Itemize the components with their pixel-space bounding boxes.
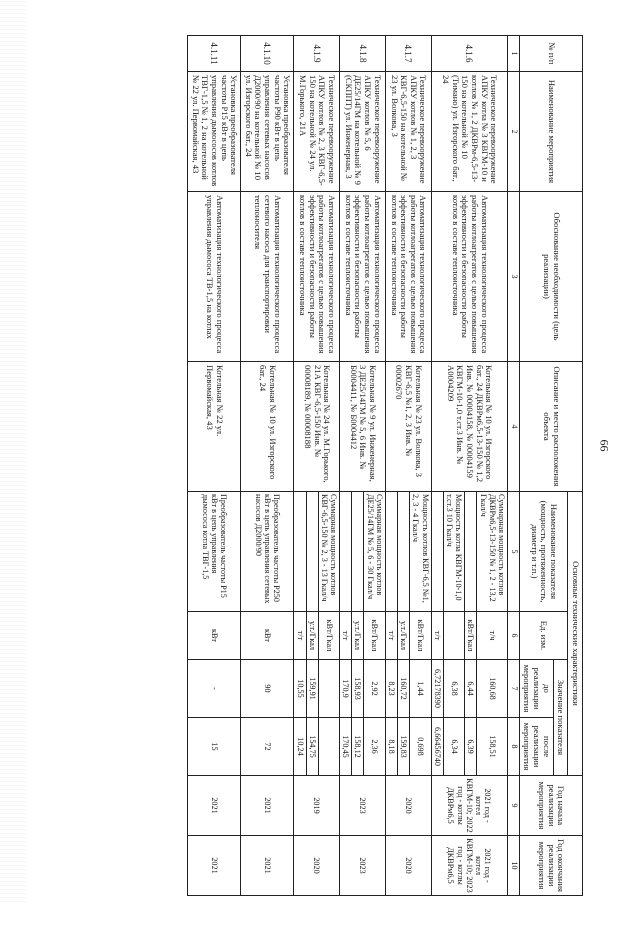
measures-table-rotated [43, 35, 583, 940]
end-year: 2021 [188, 836, 241, 896]
value-before: 1,44 [410, 660, 431, 718]
value-before: 8,23 [385, 660, 397, 718]
param-unit: у.т./Гкал [398, 612, 410, 660]
param-unit: кВт [188, 612, 241, 660]
start-year: 2020 [385, 776, 431, 836]
row-number: 4.1.9 [294, 36, 340, 72]
row-number: 4.1.6 [431, 36, 507, 72]
start-year: 2019 [294, 776, 340, 836]
table-row [364, 36, 385, 896]
param-name: Суммарная мощность котлов КВГ-6,5-150 № 2, 3 - 13 Гкал/ч [318, 492, 339, 612]
param-name: Мощность котлов КВГ-6,5 №1, 2, 3 - 4 Гкал/ч [410, 492, 431, 612]
column-number: 5 [507, 492, 519, 612]
start-year: 2021 [188, 776, 241, 836]
header-c8: после реализации мероприятия [519, 718, 553, 776]
param-name: Мощность котла КВГМ-10-1,0 т.ст.3 10 Гкал/ч [443, 492, 464, 612]
column-number: 3 [507, 192, 519, 362]
table-row [318, 36, 339, 896]
param-unit: т/т [431, 612, 443, 660]
header-c7: до реализации мероприятия [519, 660, 553, 718]
header-c3: Обоснование необходимости (цель реализации) [519, 192, 582, 362]
measure-name: Установка преобразователя частоты Р90 кВт в цепь управления сетевых насосов Д2000/90 на котельной № 10 ул. Изгорского бат., 24 [241, 72, 294, 192]
value-after: 170,45 [340, 718, 352, 776]
value-before: 90 [241, 660, 294, 718]
param-unit: т/т [385, 612, 397, 660]
value-before: - [188, 660, 241, 718]
value-after: 158,51 [477, 718, 508, 776]
param-name [431, 492, 443, 612]
measures-table [187, 35, 583, 896]
column-number: 2 [507, 72, 519, 192]
param-unit: у.т./Гкал [352, 612, 364, 660]
value-after: 6,34 [443, 718, 464, 776]
value-after [318, 718, 339, 776]
value-before: 170,9 [340, 660, 352, 718]
start-year: 2021 год - котел КВГМ-10; 2022 год - котлы ДКВРм6,5 [431, 776, 507, 836]
header-c10: Год окончания реализации мероприятия [519, 836, 582, 896]
measure-name: Техническое перевооружение АПКУ котлов № 2, 3 КВГ-6,5-150 на котельной № 24 ул. М.Горького, 21А [294, 72, 340, 192]
value-after: 8,18 [385, 718, 397, 776]
value-before: 6,44 [465, 660, 477, 718]
end-year: 2020 [294, 836, 340, 896]
param-name [398, 492, 410, 612]
table-body [188, 36, 508, 896]
table-row [410, 36, 431, 896]
value-after: 6,66456740 [431, 718, 443, 776]
value-before [318, 660, 339, 718]
param-unit: кВт/Гкал [410, 612, 431, 660]
object-location: Котельная № 24 ул. М.Горького, 21А КВГ-6,5-150 Инв. № 00008189, № 00008188 [294, 362, 340, 492]
header-c2: Наименование мероприятия [519, 72, 582, 192]
param-name [352, 492, 364, 612]
value-after: 154,75 [306, 718, 318, 776]
measure-name: Техническое перевооружение АПКУ котлов № 1, 2, 3 КВГ-6,5-150 на котельной № 23 ул. Волкова, 3 [385, 72, 431, 192]
object-location: Котельная № 22 ул. Первомайская, 43 [188, 362, 241, 492]
object-location: Котельная № 9 ул. Инженерная, 3 ДЕ25/14ГМ № 5, 6 Инв. № Б0004411, № Б0004412 [340, 362, 386, 492]
value-before: 160,72 [398, 660, 410, 718]
param-name [385, 492, 397, 612]
value-after: 0,698 [410, 718, 431, 776]
row-number: 4.1.7 [385, 36, 431, 72]
param-unit: кВт [241, 612, 294, 660]
value-before: 6,38 [443, 660, 464, 718]
value-before: 160,68 [477, 660, 508, 718]
value-after: 6,39 [465, 718, 477, 776]
table-row [477, 36, 508, 896]
param-unit: т/ч [477, 612, 508, 660]
end-year: 2021 год - котел КВГМ-10; 2023 год - котлы ДКВРм6,5 [431, 836, 507, 896]
param-name [306, 492, 318, 612]
column-number-row [507, 36, 519, 896]
table-row [188, 36, 241, 896]
param-unit: кВт/Гкал [465, 612, 477, 660]
column-number: 1 [507, 36, 519, 72]
param-unit: у.т./Гкал [306, 612, 318, 660]
param-name: Суммарная мощность котлов ДЕ25/14ГМ № 5, 6 - 30 Гкал/ч [364, 492, 385, 612]
param-name [294, 492, 306, 612]
param-unit: т/т [340, 612, 352, 660]
column-number: 8 [507, 718, 519, 776]
value-after: 2,36 [364, 718, 385, 776]
value-after: 72 [241, 718, 294, 776]
header-c4: Описание и место расположения объекта [519, 362, 582, 492]
value-after: 10,24 [294, 718, 306, 776]
param-name: Преобразователь частоты Р15 кВт в цепь управления дымососа котла ТВГ-1,5 [188, 492, 241, 612]
table-row [241, 36, 294, 896]
value-before: 2,92 [364, 660, 385, 718]
object-location: Котельная № 23 ул. Волкова, 3 КВГ-6,5 №1, 2, 3 Инв. № 00002670 [385, 362, 431, 492]
measure-goal: Автоматизация технологического процесса работы котлоагрегатов с целью повышения эффективности и безопасности работы котлов в составе теплоисточника [340, 192, 386, 362]
measure-name: Установка преобразователя частоты Р15 кВт в цепь управления дымососов котлов ТВГ-1,5 № 1, 2 на котельной № 22 ул. Первомайская, 43 [188, 72, 241, 192]
header-c5: Наименование показателя (мощность, протяженность, диаметр и т.п.) [519, 492, 568, 612]
measure-name: Техническое перевооружение АПКУ котла № 3 КВГМ-10 и котлов № 1, 2 ДКВРм-6,5-13-150 на котельной № 10 (Тимано) ул. Изгорского бат., 24 [431, 72, 507, 192]
object-location: Котельная № 10 ул. Изгорского бат., 24 ДКВРм6,5-13-150 № 1,2 Инв. № 00004158, № 00004159 КВГМ-10-1,0 т.ст.3 Инв. № А0004209 [431, 362, 507, 492]
param-name [340, 492, 352, 612]
end-year: 2020 [385, 836, 431, 896]
param-name [465, 492, 477, 612]
param-unit: т/т [294, 612, 306, 660]
column-number: 4 [507, 362, 519, 492]
value-before: 10,55 [294, 660, 306, 718]
measure-goal: Автоматизация технологического процесса работы котлоагрегатов с целью повышения эффективности и безопасности работы котлов в составе теплоисточника [431, 192, 507, 362]
end-year: 2023 [340, 836, 386, 896]
start-year: 2021 [241, 776, 294, 836]
page-number: 66 [597, 439, 612, 452]
value-after: 159,83 [398, 718, 410, 776]
value-before: 159,91 [306, 660, 318, 718]
object-location: Котельная № 10 ул. Изгорского бат., 24 [241, 362, 294, 492]
row-number: 4.1.11 [188, 36, 241, 72]
value-after: 158,12 [352, 718, 364, 776]
row-number: 4.1.10 [241, 36, 294, 72]
header-subgroup: Значение показателя [553, 660, 568, 776]
end-year: 2021 [241, 836, 294, 896]
param-unit: кВт/Гкал [364, 612, 385, 660]
measure-goal: Автоматизация технологического процесса управления дымососа ТВ-1,5 на котлах [188, 192, 241, 362]
measure-name: Техническое перевооружение АПКУ котлов № 5, 6 ДЕ25/14ГМ на котельной № 9 (СКППТ) ул. Инженерная, 3 [340, 72, 386, 192]
header-group: Основные технические характеристики [568, 492, 583, 776]
param-name: Суммарная мощность котлов ДКВРм6,5-13-150 № 1, 2 - 13,2 Гкал/ч [477, 492, 508, 612]
column-number: 10 [507, 836, 519, 896]
param-unit [443, 612, 464, 660]
column-number: 6 [507, 612, 519, 660]
header-c6: Ед. изм. [519, 612, 568, 660]
value-before: 158,93 [352, 660, 364, 718]
header-c1: № п/п [519, 36, 582, 72]
value-after: 15 [188, 718, 241, 776]
param-name: Преобразователь частоты Р250 кВт в цепь управления сетевых насосов Д2000/90 [241, 492, 294, 612]
measure-goal: Автоматизация технологического процесса работы котлоагрегатов с целью повышения эффективности и безопасности работы котлов в составе теплоисточника [294, 192, 340, 362]
measure-goal: Автоматизация технологического процесса работы котлоагрегатов с целью повышения эффективности и безопасности работы котлов в составе теплоисточника [385, 192, 431, 362]
header-c9: Год начала реализации мероприятия [519, 776, 582, 836]
measure-goal: Автоматизация технологического процесса сетевого насоса для транспортировки теплоносителя [241, 192, 294, 362]
column-number: 9 [507, 776, 519, 836]
row-number: 4.1.8 [340, 36, 386, 72]
param-unit: кВт/Гкал [318, 612, 339, 660]
start-year: 2023 [340, 776, 386, 836]
column-number: 7 [507, 660, 519, 718]
scan-edge-noise [0, 0, 26, 905]
value-before: 6,72178390 [431, 660, 443, 718]
